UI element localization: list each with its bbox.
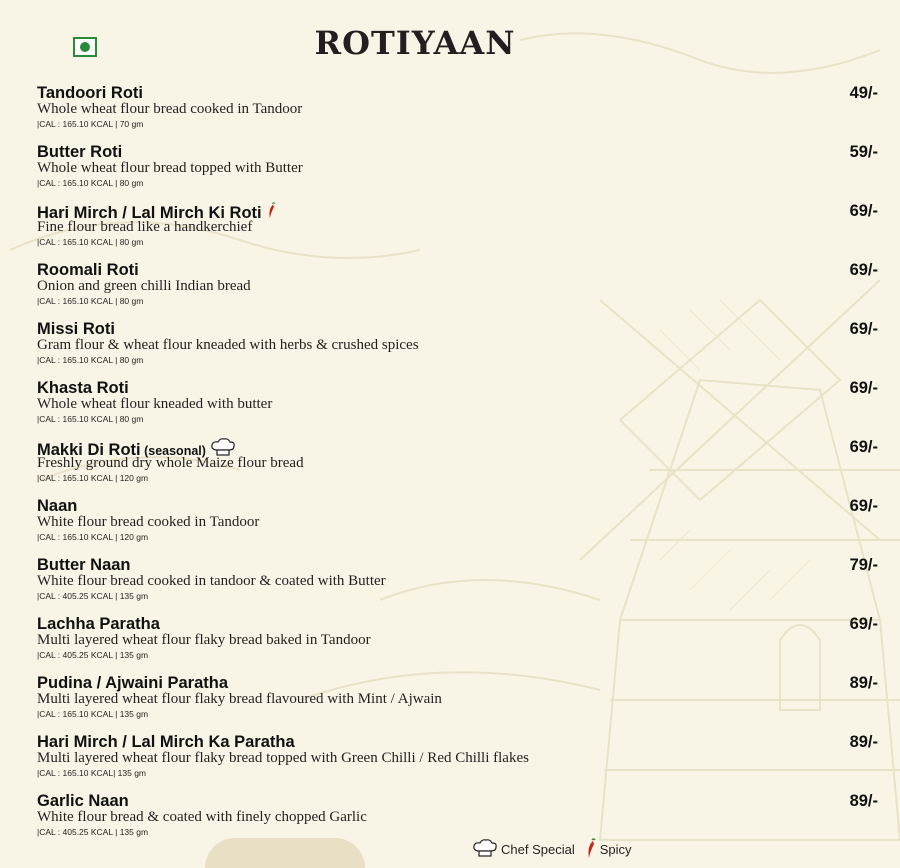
menu-item <box>37 379 882 437</box>
item-price: 69/- <box>849 379 878 397</box>
chili-icon <box>585 838 597 860</box>
item-price: 59/- <box>849 143 878 161</box>
legend-chef-label: Chef Special <box>501 841 575 857</box>
item-price: 89/- <box>849 674 878 692</box>
item-description: Onion and green chilli Indian bread <box>37 278 251 294</box>
item-price: 69/- <box>849 438 878 456</box>
menu-item <box>37 438 882 496</box>
menu-item <box>37 320 882 378</box>
item-description: Multi layered wheat flour flaky bread topped with Green Chilli / Red Chilli flakes <box>37 750 529 766</box>
item-price: 69/- <box>849 497 878 515</box>
legend-spicy-label: Spicy <box>599 841 632 857</box>
item-name-suffix: (seasonal) <box>140 444 206 458</box>
chef-hat-icon <box>472 839 498 859</box>
item-description: Freshly ground dry whole Maize flour bread <box>37 455 304 471</box>
item-calories: |CAL : 405.25 KCAL | 135 gm <box>37 827 149 837</box>
item-name-text: Butter Roti <box>37 143 123 161</box>
item-description: Fine flour bread like a handkerchief <box>37 219 253 235</box>
menu-item <box>37 556 882 614</box>
item-description: Multi layered wheat flour flaky bread baked in Tandoor <box>37 632 371 648</box>
item-description: Gram flour & wheat flour kneaded with herbs & crushed spices <box>37 337 419 353</box>
item-description: Whole wheat flour kneaded with butter <box>37 396 273 412</box>
menu-item <box>37 615 882 673</box>
item-name-text: Tandoori Roti <box>37 84 144 102</box>
menu-item <box>37 84 882 142</box>
item-description: Multi layered wheat flour flaky bread flavoured with Mint / Ajwain <box>37 691 442 707</box>
item-name-text: Pudina / Ajwaini Paratha <box>37 674 229 692</box>
item-calories: |CAL : 165.10 KCAL | 80 gm <box>37 355 144 365</box>
item-price: 89/- <box>849 792 878 810</box>
item-price: 49/- <box>849 84 878 102</box>
item-calories: |CAL : 165.10 KCAL | 135 gm <box>37 709 149 719</box>
item-calories: |CAL : 405.25 KCAL | 135 gm <box>37 650 149 660</box>
item-price: 89/- <box>849 733 878 751</box>
menu-item <box>37 497 882 555</box>
item-calories: |CAL : 165.10 KCAL | 120 gm <box>37 473 149 483</box>
item-price: 69/- <box>849 320 878 338</box>
item-price: 69/- <box>849 261 878 279</box>
item-description: Whole wheat flour bread topped with Butter <box>37 160 303 176</box>
item-name-text: Hari Mirch / Lal Mirch Ki Roti <box>37 204 262 222</box>
section-title: ROTIYAAN <box>314 24 516 62</box>
legend <box>472 838 642 860</box>
menu-item <box>37 202 882 260</box>
item-calories: |CAL : 165.10 KCAL | 80 gm <box>37 296 144 306</box>
menu-item <box>37 733 882 791</box>
legend-spicy <box>585 838 632 860</box>
legend-chef-special <box>472 839 575 859</box>
item-name-text: Butter Naan <box>37 556 131 574</box>
menu-item <box>37 674 882 732</box>
item-description: White flour bread cooked in tandoor & coated with Butter <box>37 573 386 589</box>
item-name-text: Makki Di Roti <box>37 441 141 459</box>
chili-icon <box>266 202 277 220</box>
item-name-text: Missi Roti <box>37 320 115 338</box>
item-calories: |CAL : 405.25 KCAL | 135 gm <box>37 591 149 601</box>
menu-item <box>37 143 882 201</box>
item-name-text: Lachha Paratha <box>37 615 160 633</box>
menu-item <box>37 261 882 319</box>
item-price: 69/- <box>849 202 878 220</box>
item-calories: |CAL : 165.10 KCAL | 80 gm <box>37 237 144 247</box>
item-name-text: Hari Mirch / Lal Mirch Ka Paratha <box>37 733 295 751</box>
item-calories: |CAL : 165.10 KCAL | 70 gm <box>37 119 144 129</box>
item-calories: |CAL : 165.10 KCAL | 80 gm <box>37 178 144 188</box>
item-name-text: Naan <box>37 497 78 515</box>
item-description: Whole wheat flour bread cooked in Tandoor <box>37 101 303 117</box>
item-description: White flour bread & coated with finely chopped Garlic <box>37 809 367 825</box>
item-description: White flour bread cooked in Tandoor <box>37 514 260 530</box>
item-calories: |CAL : 165.10 KCAL| 135 gm <box>37 768 146 778</box>
item-name-text: Roomali Roti <box>37 261 139 279</box>
item-name-text: Garlic Naan <box>37 792 129 810</box>
item-price: 79/- <box>849 556 878 574</box>
item-name-text: Khasta Roti <box>37 379 129 397</box>
menu-item <box>37 792 882 850</box>
item-calories: |CAL : 165.10 KCAL | 80 gm <box>37 414 144 424</box>
item-calories: |CAL : 165.10 KCAL | 120 gm <box>37 532 149 542</box>
item-price: 69/- <box>849 615 878 633</box>
